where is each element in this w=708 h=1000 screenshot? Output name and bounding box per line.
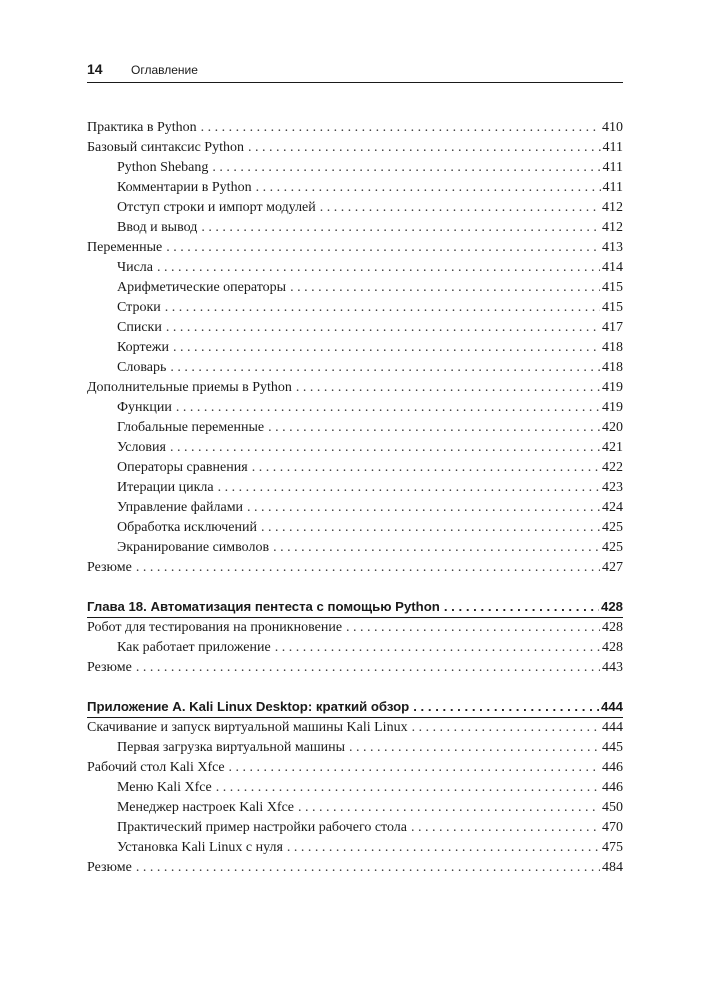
dot-leader [157,258,600,278]
toc-entry-title: Арифметические операторы [117,280,287,295]
toc-entry [87,358,623,378]
dot-leader [252,458,600,478]
toc-appendix-a [87,697,623,718]
toc-entry-page: 415 [602,280,623,295]
toc-entry-title: Дополнительные приемы в Python [87,380,292,395]
dot-leader [261,518,600,538]
dot-leader [136,858,600,878]
toc-entry-page: 446 [602,780,623,795]
toc-entry-page: 443 [602,660,623,675]
dot-leader [296,378,600,398]
dot-leader [216,778,600,798]
running-title: Оглавление [131,63,198,77]
toc-entry-page: 417 [602,320,623,335]
toc-entry [87,218,623,238]
dot-leader [248,138,601,158]
dot-leader [212,158,600,178]
toc-entry [87,638,623,658]
toc-section-chapter-18 [87,618,623,678]
toc-entry-title: Списки [117,320,162,335]
dot-leader [412,718,600,738]
toc-entry [87,138,623,158]
dot-leader [201,118,600,138]
toc-entry-title: Отступ строки и импорт модулей [117,200,316,215]
toc-entry [87,338,623,358]
toc-entry-title: Скачивание и запуск виртуальной машины Kali Linux [87,720,408,735]
toc-entry-title: Установка Kali Linux с нуля [117,840,283,855]
section-gap [87,578,623,597]
toc-entry-page: 444 [600,699,623,714]
toc-entry-title: Глава 18. Автоматизация пентеста с помощью Python [87,599,440,614]
dot-leader [166,238,600,258]
dot-leader [170,438,600,458]
dot-leader [229,758,600,778]
toc-entry-page: 428 [602,640,623,655]
toc-entry-page: 444 [602,720,623,735]
toc-entry-title: Комментарии в Python [117,180,252,195]
toc-entry-page: 419 [602,380,623,395]
toc-entry [87,758,623,778]
toc-entry [87,398,623,418]
toc-entry-page: 423 [602,480,623,495]
dot-leader [256,178,601,198]
toc-entry-title: Кортежи [117,340,169,355]
toc-entry [87,178,623,198]
toc-entry [87,478,623,498]
toc-entry [87,318,623,338]
toc-entry-page: 413 [602,240,623,255]
toc-entry-page: 418 [602,360,623,375]
toc-entry [87,298,623,318]
toc-entry-page: 421 [602,440,623,455]
toc-entry [87,658,623,678]
toc-entry-title: Резюме [87,660,132,675]
toc-entry-page: 418 [602,340,623,355]
toc-entry-title: Python Shebang [117,160,209,175]
toc-entry-page: 424 [602,500,623,515]
toc-entry-page: 446 [602,760,623,775]
toc-entry [87,418,623,438]
toc-entry [87,378,623,398]
toc-entry-page: 411 [602,160,623,175]
toc-entry-title: Числа [117,260,154,275]
toc-section-appendix-a [87,718,623,878]
toc-entry-page: 450 [602,800,623,815]
toc-entry-page: 422 [602,460,623,475]
dot-leader [201,218,600,238]
toc-entry-title: Практика в Python [87,120,197,135]
toc-entry-page: 415 [602,300,623,315]
toc-section-python-basics [87,118,623,578]
toc-entry-page: 412 [602,200,623,215]
toc-entry [87,498,623,518]
toc-entry [87,458,623,478]
toc-entry [87,738,623,758]
toc-entry [87,518,623,538]
toc-entry-title: Меню Kali Xfce [117,780,212,795]
toc-entry-title: Менеджер настроек Kali Xfce [117,800,295,815]
toc-entry-title: Экранирование символов [117,540,270,555]
toc-entry-page: 414 [602,260,623,275]
dot-leader [166,318,600,338]
toc-entry-page: 411 [602,180,623,195]
dot-leader [413,697,599,717]
toc-entry-page: 475 [602,840,623,855]
toc-entry-title: Операторы сравнения [117,460,248,475]
toc-entry-page: 411 [602,140,623,155]
dot-leader [320,198,600,218]
dot-leader [170,358,600,378]
dot-leader [349,738,600,758]
toc-entry [87,158,623,178]
toc-entry [87,718,623,738]
toc-entry-title: Строки [117,300,161,315]
dot-leader [411,818,600,838]
dot-leader [247,498,600,518]
toc-entry-page: 425 [602,540,623,555]
dot-leader [165,298,600,318]
toc-entry-page: 445 [602,740,623,755]
page-number: 14 [87,61,103,77]
toc-entry [87,198,623,218]
toc-entry-title: Функции [117,400,172,415]
toc-entry-title: Итерации цикла [117,480,214,495]
toc-entry [87,778,623,798]
dot-leader [173,338,600,358]
toc-entry-page: 412 [602,220,623,235]
toc-entry [87,118,623,138]
toc-entry [87,258,623,278]
toc-entry [87,798,623,818]
dot-leader [290,278,600,298]
toc-entry-page: 420 [602,420,623,435]
dot-leader [346,618,600,638]
toc-entry [87,858,623,878]
toc-entry-title: Робот для тестирования на проникновение [87,620,343,635]
dot-leader [136,658,600,678]
toc-entry-title: Практический пример настройки рабочего стола [117,820,407,835]
toc-entry-page: 428 [600,599,623,614]
dot-leader [218,478,600,498]
toc-entry-page: 419 [602,400,623,415]
toc-entry-page: 428 [602,620,623,635]
toc-entry-title: Переменные [87,240,163,255]
toc-entry-page: 410 [602,120,623,135]
toc-entry-page: 470 [602,820,623,835]
toc-entry-title: Обработка исключений [117,520,257,535]
page-header [87,60,623,83]
toc-chapter-18 [87,597,623,618]
toc-entry-title: Как работает приложение [117,640,271,655]
toc-entry-page: 425 [602,520,623,535]
dot-leader [298,798,600,818]
toc-entry-title: Управление файлами [117,500,244,515]
toc-entry-title: Ввод и вывод [117,220,198,235]
toc-entry-title: Рабочий стол Kali Xfce [87,760,225,775]
toc-entry-title: Глобальные переменные [117,420,265,435]
toc-entry [87,838,623,858]
toc-entry-title: Резюме [87,560,132,575]
toc-entry-title: Условия [117,440,166,455]
dot-leader [273,538,600,558]
dot-leader [275,638,600,658]
dot-leader [444,597,599,617]
toc-entry-page: 484 [602,860,623,875]
toc-entry-title: Резюме [87,860,132,875]
toc-entry [87,538,623,558]
toc-entry [87,558,623,578]
toc-entry-page: 427 [602,560,623,575]
toc-entry-title: Приложение А. Kali Linux Desktop: краткий обзор [87,699,410,714]
dot-leader [176,398,600,418]
toc-entry [87,278,623,298]
section-gap [87,678,623,697]
toc-entry-title: Базовый синтаксис Python [87,140,244,155]
toc-entry-title: Словарь [117,360,167,375]
dot-leader [136,558,600,578]
toc-entry-title: Первая загрузка виртуальной машины [117,740,346,755]
toc-entry [87,818,623,838]
dot-leader [268,418,600,438]
table-of-contents [87,118,623,878]
toc-entry [87,618,623,638]
dot-leader [287,838,600,858]
toc-entry [87,438,623,458]
toc-entry [87,238,623,258]
